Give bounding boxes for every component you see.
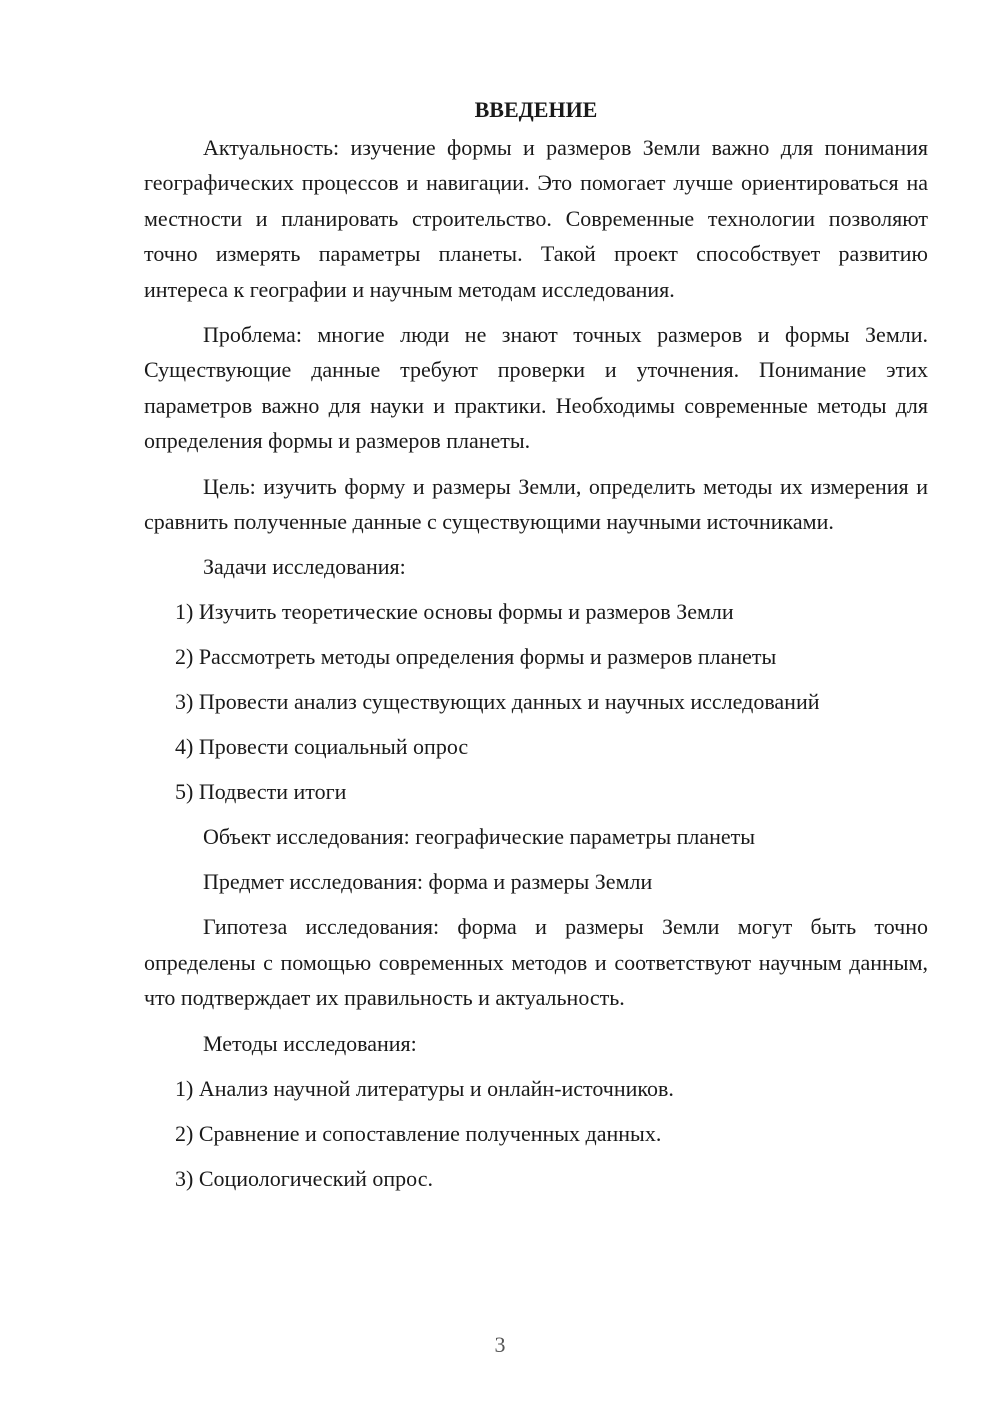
goal-paragraph: Цель: изучить форму и размеры Земли, определить методы их измерения и сравнить полученные данные с существующими научными источниками.: [144, 473, 928, 535]
task-item: 4) Провести социальный опрос: [175, 734, 469, 760]
task-item: 5) Подвести итоги: [175, 779, 347, 805]
method-item: 1) Анализ научной литературы и онлайн-источников.: [175, 1075, 674, 1101]
relevance-paragraph: Актуальность: изучение формы и размеров Земли важно для понимания географических процессов и навигации. Это помогает лучше ориентироваться на местности и планировать строительство. Современные технологии позволяют точно измерять параметры планеты. Такой проект способствует развитию интереса к географии и научным методам исследования.: [144, 135, 928, 302]
research-object: Объект исследования: географические параметры планеты: [203, 824, 756, 850]
document-heading: ВВЕДЕНИЕ: [474, 97, 598, 122]
method-item: 2) Сравнение и сопоставление полученных данных.: [175, 1120, 662, 1146]
method-item: 3) Социологический опрос.: [175, 1165, 433, 1191]
tasks-title: Задачи исследования:: [203, 554, 406, 580]
task-item: 3) Провести анализ существующих данных и научных исследований: [175, 689, 820, 715]
task-item: 2) Рассмотреть методы определения формы и размеров планеты: [175, 644, 777, 670]
document-page: [144, 92, 928, 1206]
page-number: 3: [494, 1332, 506, 1357]
research-subject: Предмет исследования: форма и размеры Земли: [203, 869, 653, 895]
hypothesis-paragraph: Гипотеза исследования: форма и размеры Земли могут быть точно определены с помощью современных методов и соответствуют научным данным, что подтверждает их правильность и актуальность.: [144, 914, 928, 1011]
methods-title: Методы исследования:: [203, 1030, 417, 1056]
task-item: 1) Изучить теоретические основы формы и размеров Земли: [175, 599, 734, 625]
problem-paragraph: Проблема: многие люди не знают точных размеров и формы Земли. Существующие данные требуют проверки и уточнения. Понимание этих параметров важно для науки и практики. Необходимы современные методы для определения формы и размеров планеты.: [144, 322, 928, 454]
